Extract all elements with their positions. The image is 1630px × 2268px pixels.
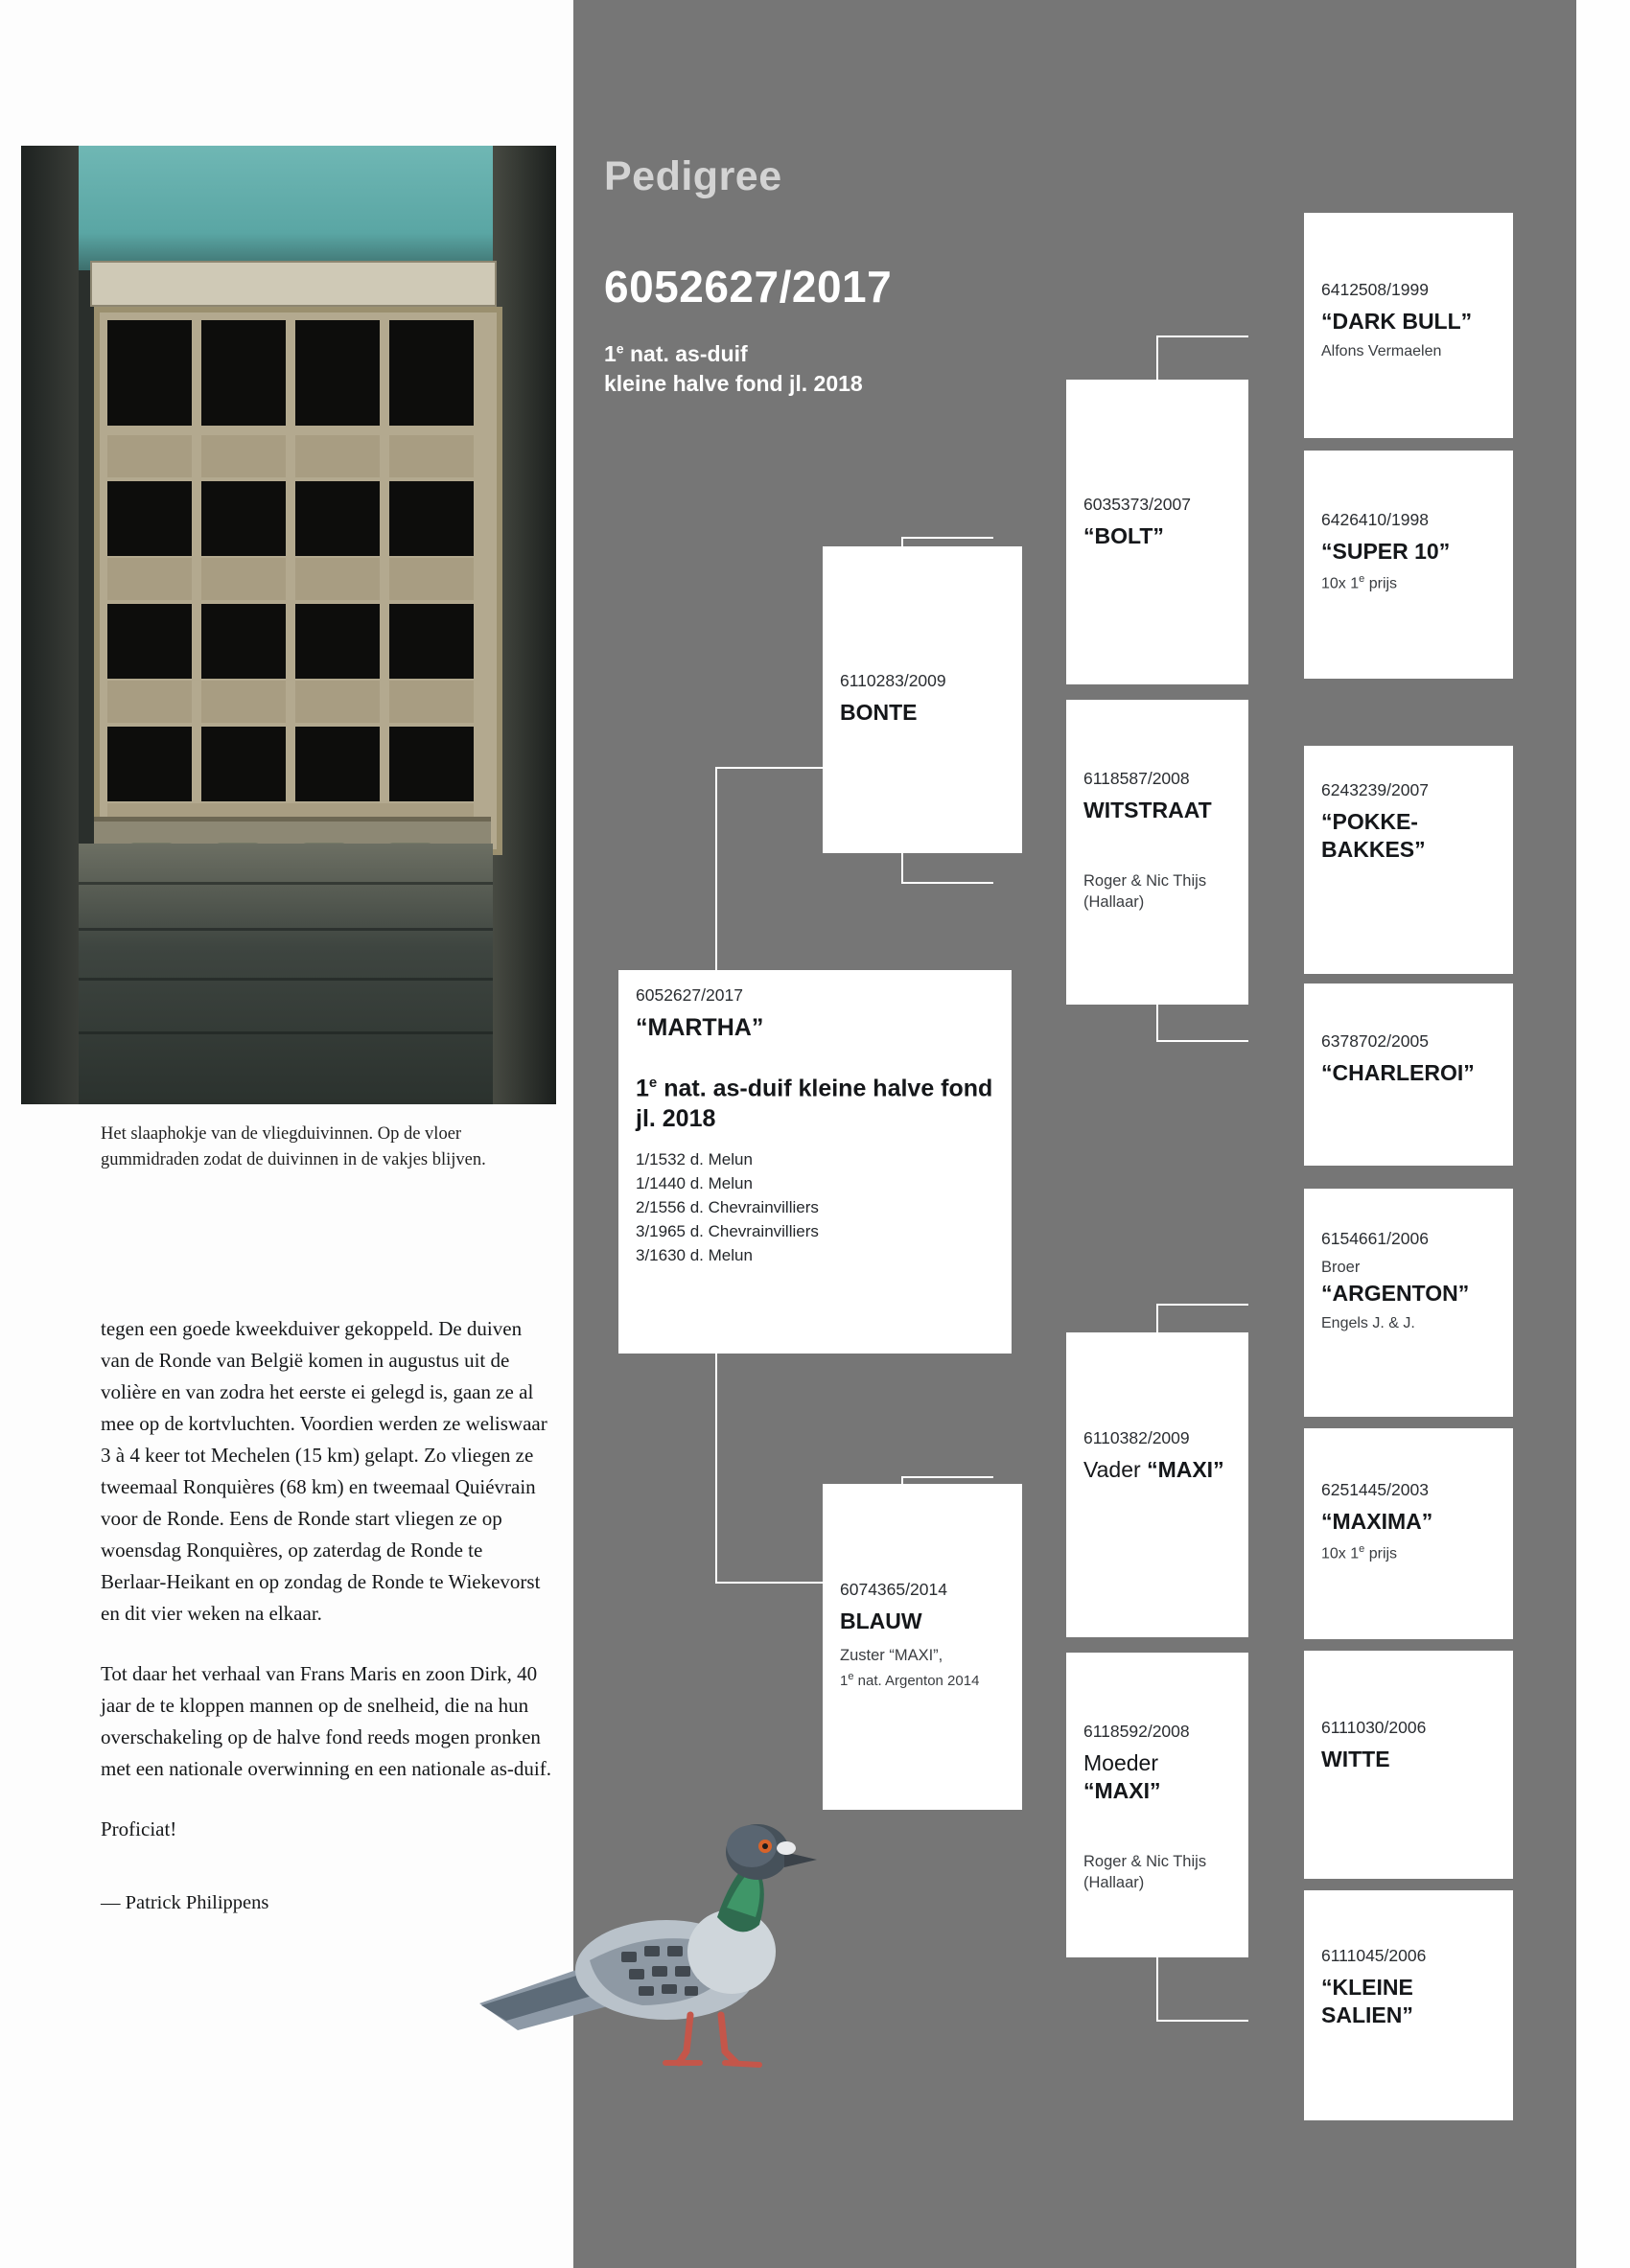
nest-cell-floor xyxy=(389,681,474,723)
article-paragraph-2: Tot daar het verhaal van Frans Maris en zoon Dirk, 40 jaar de te kloppen mannen op de snelheid, die na hun overschakeling op de halve fond reeds mogen pronken met een nationale overwinning en een nationale as-duif. xyxy=(101,1662,551,1780)
loft-floor xyxy=(79,844,493,1104)
dam-note-line1: Zuster “MAXI”, xyxy=(840,1647,943,1664)
dam-ring: 6074365/2014 xyxy=(840,1580,947,1599)
nest-cell-floor xyxy=(295,681,380,723)
nest-cell-floor xyxy=(295,558,380,600)
pedigree-subtitle-line2: kleine halve fond jl. 2018 xyxy=(604,370,863,396)
dam-note xyxy=(840,1645,1005,1692)
nest-cell xyxy=(295,481,380,556)
gp2-ring: 6118587/2008 xyxy=(1083,769,1190,788)
subject-result: 2/1556 d. Chevrainvilliers xyxy=(636,1198,819,1217)
pigeon-photo xyxy=(460,1764,901,2090)
nest-cell xyxy=(389,481,474,556)
ggp1-breeder: Alfons Vermaelen xyxy=(1321,343,1442,359)
subject-result: 1/1440 d. Melun xyxy=(636,1174,753,1193)
gp4-ring: 6118592/2008 xyxy=(1083,1722,1190,1741)
ggp8-name: “KLEINE SALIEN” xyxy=(1321,1975,1413,2027)
subject-name: “MARTHA” xyxy=(636,1014,764,1041)
ggp3-ring: 6243239/2007 xyxy=(1321,780,1429,799)
gp4-breeder: Roger & Nic Thijs (Hallaar) xyxy=(1083,1853,1207,1891)
nest-cell xyxy=(201,320,286,426)
nest-cell-floor xyxy=(389,558,474,600)
nest-cell xyxy=(295,727,380,801)
dam-note-line2: 1e nat. Argenton 2014 xyxy=(840,1671,980,1689)
pedigree-title: Pedigree xyxy=(604,153,782,199)
photo-caption: Het slaaphokje van de vliegduivinnen. Op de vloer gummidraden zodat de duivinnen in de vakjes blijven. xyxy=(101,1124,486,1169)
ggp4-ring: 6378702/2005 xyxy=(1321,1031,1429,1051)
subject-title: 1e nat. as-duif kleine halve fond jl. 2018 xyxy=(636,1075,993,1133)
nest-cell xyxy=(107,320,192,426)
ggp6-name: “MAXIMA” xyxy=(1321,1509,1433,1534)
dam-name: BLAUW xyxy=(840,1608,922,1633)
loft-photo xyxy=(21,146,556,1104)
nest-cell-floor xyxy=(107,558,192,600)
ggp2-name: “SUPER 10” xyxy=(1321,539,1451,564)
nest-cell-floor xyxy=(107,681,192,723)
nest-cell xyxy=(295,320,380,426)
loft-ceiling xyxy=(21,146,556,270)
pigeon-illustration xyxy=(460,1764,901,2090)
nest-cell xyxy=(201,727,286,801)
ggp6-prizes: 10x 1e prijs xyxy=(1321,1543,1398,1562)
ggp1-name: “DARK BULL” xyxy=(1321,309,1473,334)
subject-ring: 6052627/2017 xyxy=(636,985,743,1005)
ggp8-ring: 6111045/2006 xyxy=(1321,1946,1427,1965)
gp1-ring: 6035373/2007 xyxy=(1083,495,1191,514)
loft-wall-left xyxy=(21,146,79,1104)
pedigree-box-granddam-2 xyxy=(1066,1653,1248,1957)
subject-result: 3/1630 d. Melun xyxy=(636,1246,753,1265)
ggp3-name: “POKKE- BAKKES” xyxy=(1321,809,1426,862)
ggp5-prefix: Broer xyxy=(1321,1259,1361,1276)
gp3-ring: 6110382/2009 xyxy=(1083,1428,1190,1447)
nest-cell xyxy=(389,320,474,426)
pedigree-box-grandsire-2 xyxy=(1066,1332,1248,1637)
subject-result: 1/1532 d. Melun xyxy=(636,1150,753,1169)
ggp2-ring: 6426410/1998 xyxy=(1321,510,1429,529)
pedigree-box-ggp-1 xyxy=(1304,213,1513,438)
nest-cell-floor xyxy=(201,558,286,600)
pedigree-box-ggp-4 xyxy=(1304,984,1513,1166)
gp1-name: “BOLT” xyxy=(1083,523,1164,548)
gp4-name: Moeder “MAXI” xyxy=(1083,1750,1161,1803)
nest-cell xyxy=(201,481,286,556)
pedigree-box-ggp-8 xyxy=(1304,1890,1513,2120)
pedigree-box-dam xyxy=(823,1484,1022,1810)
article-signature: — Patrick Philippens xyxy=(101,1892,269,1913)
ggp2-prizes: 10x 1e prijs xyxy=(1321,573,1398,592)
loft-top-board xyxy=(90,261,497,307)
ggp5-breeder: Engels J. & J. xyxy=(1321,1315,1415,1331)
pedigree-box-ggp-7 xyxy=(1304,1651,1513,1879)
pedigree-box-grandsire-1 xyxy=(1066,380,1248,684)
nest-cell-floor xyxy=(389,435,474,477)
pedigree-box-ggp-3 xyxy=(1304,746,1513,974)
ggp7-name: WITTE xyxy=(1321,1747,1390,1771)
nest-cell xyxy=(107,481,192,556)
loft-nest-frame xyxy=(94,307,502,855)
nest-cell xyxy=(107,727,192,801)
nest-cell xyxy=(107,604,192,679)
pedigree-box-ggp-6 xyxy=(1304,1428,1513,1639)
nest-cell-floor xyxy=(201,435,286,477)
pedigree-box-ggp-5 xyxy=(1304,1189,1513,1417)
nest-cell-floor xyxy=(107,435,192,477)
article-paragraph-3: Proficiat! xyxy=(101,1817,177,1840)
pedigree-box-ggp-2 xyxy=(1304,451,1513,679)
nest-cell xyxy=(389,727,474,801)
gp3-name: Vader “MAXI” xyxy=(1083,1457,1224,1482)
sire-ring: 6110283/2009 xyxy=(840,671,946,690)
ggp5-name: “ARGENTON” xyxy=(1321,1281,1470,1306)
nest-cell xyxy=(389,604,474,679)
ggp4-name: “CHARLEROI” xyxy=(1321,1060,1475,1085)
nest-cell-floor xyxy=(201,681,286,723)
ggp7-ring: 6111030/2006 xyxy=(1321,1718,1427,1737)
subject-result: 3/1965 d. Chevrainvilliers xyxy=(636,1222,819,1241)
pedigree-subtitle-line1: 1e nat. as-duif xyxy=(604,340,748,366)
nest-cell xyxy=(201,604,286,679)
pedigree-ring-number: 6052627/2017 xyxy=(604,262,893,312)
page-right-margin xyxy=(1576,0,1630,2268)
pedigree-box-subject xyxy=(618,970,1012,1354)
ggp1-ring: 6412508/1999 xyxy=(1321,280,1429,299)
article-paragraph-1: tegen een goede kweekduiver gekoppeld. De duiven van de Ronde van België komen in augustus uit de volière en van zodra het eerste ei gelegd is, gaan ze al mee op de kortvluchten. Voordien werden ze weliswaar 3 à 4 keer tot Mechelen (15 km) gelapt. Zo vliegen ze tweemaal Ronquières (68 km) en tweemaal Quiévrain voor de Ronde. Eens de Ronde start vliegen ze op woensdag Ronquières, op zaterdag de Ronde te Berlaar-Heikant en op zondag de Ronde te Wiekevorst en dit vier weken na elkaar. xyxy=(101,1317,547,1625)
nest-cell-floor xyxy=(295,435,380,477)
pedigree-box-granddam-1 xyxy=(1066,700,1248,1005)
ggp5-ring: 6154661/2006 xyxy=(1321,1229,1429,1248)
subject-results xyxy=(636,1147,994,1267)
sire-name: BONTE xyxy=(840,700,918,725)
gp2-name: WITSTRAAT xyxy=(1083,798,1212,822)
nest-cell xyxy=(295,604,380,679)
pedigree-box-sire xyxy=(823,546,1022,853)
gp2-breeder: Roger & Nic Thijs (Hallaar) xyxy=(1083,872,1207,911)
ggp6-ring: 6251445/2003 xyxy=(1321,1480,1429,1499)
